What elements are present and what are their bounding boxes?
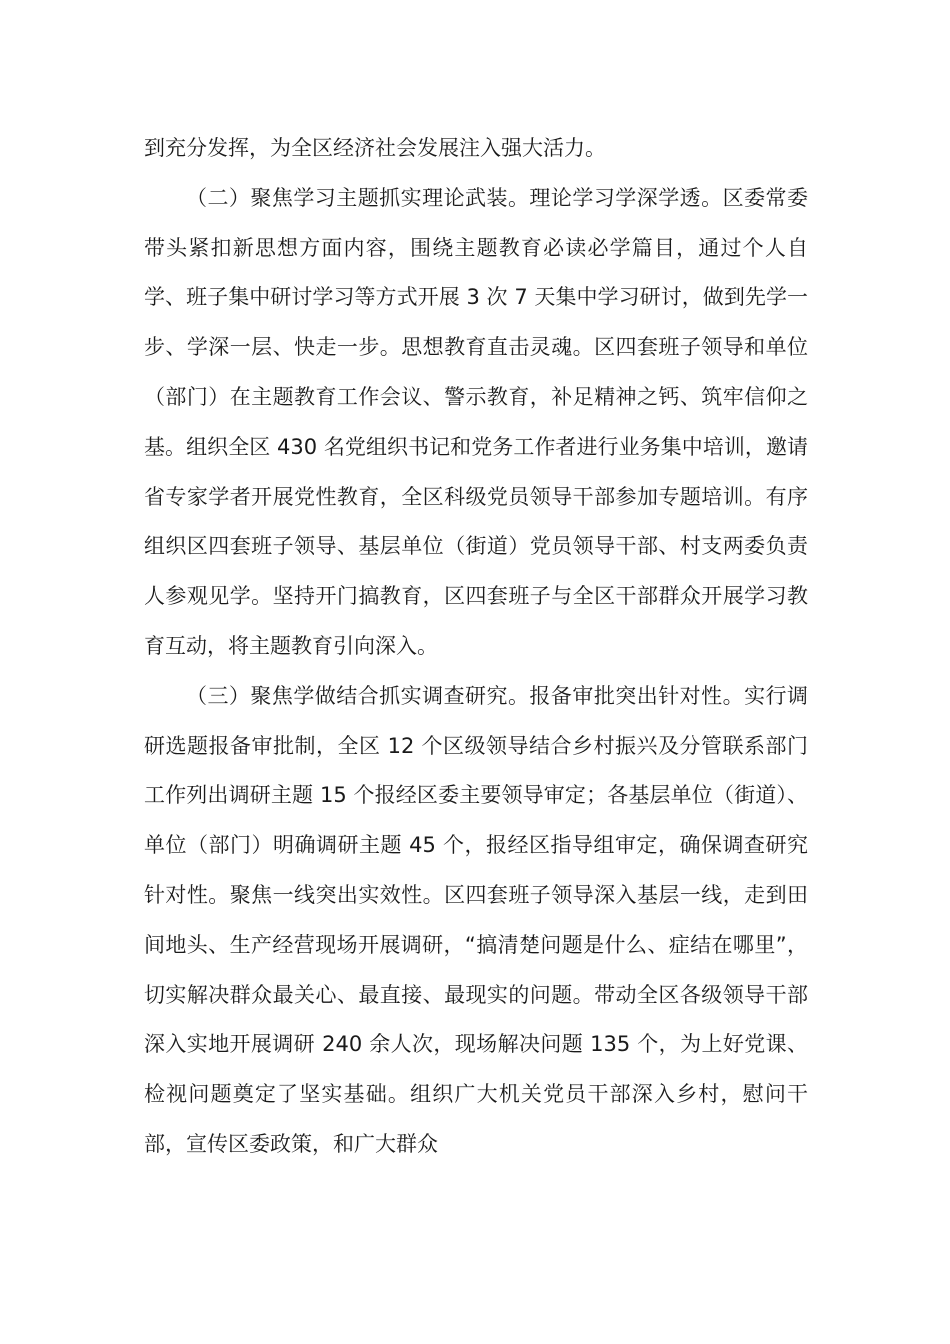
document-body xyxy=(144,124,808,1170)
paragraph-theory-study: （二）聚焦学习主题抓实理论武装。理论学习学深学透。区委常委带头紧扣新思想方面内容，围绕主题教育必读必学篇目，通过个人自学、班子集中研讨学习等方式开展 3 次 7 天集中学习研讨，做到先学一步、学深一层、快走一步。思想教育直击灵魂。区四套班子领导和单位（部门）在主题教育工作会议、警示教育，补足精神之钙、筑牢信仰之基。组织全区 430 名党组织书记和党务工作者进行业务集中培训，邀请省专家学者开展党性教育，全区科级党员领导干部参加专题培训。有序组织区四套班子领导、基层单位（街道）党员领导干部、村支两委负责人参观见学。坚持开门搞教育，区四套班子与全区干部群众开展学习教育互动，将主题教育引向深入。 xyxy=(144,185,808,658)
paragraph-continuation: 到充分发挥，为全区经济社会发展注入强大活力。 xyxy=(144,136,606,160)
paragraph-investigation-research: （三）聚焦学做结合抓实调查研究。报备审批突出针对性。实行调研选题报备审批制，全区 12 个区级领导结合乡村振兴及分管联系部门工作列出调研主题 15 个报经区委主要领导审定；各基层单位（街道）、单位（部门）明确调研主题 45 个，报经区指导组审定，确保调查研究针对性。聚焦一线突出实效性。区四套班子领导深入基层一线，走到田间地头、生产经营现场开展调研，“搞清楚问题是什么、症结在哪里”，切实解决群众最关心、最直接、最现实的问题。带动全区各级领导干部深入实地开展调研 240 余人次，现场解决问题 135 个，为上好党课、检视问题奠定了坚实基础。组织广大机关党员干部深入乡村，慰问干部，宣传区委政策，和广大群众 xyxy=(144,683,808,1156)
